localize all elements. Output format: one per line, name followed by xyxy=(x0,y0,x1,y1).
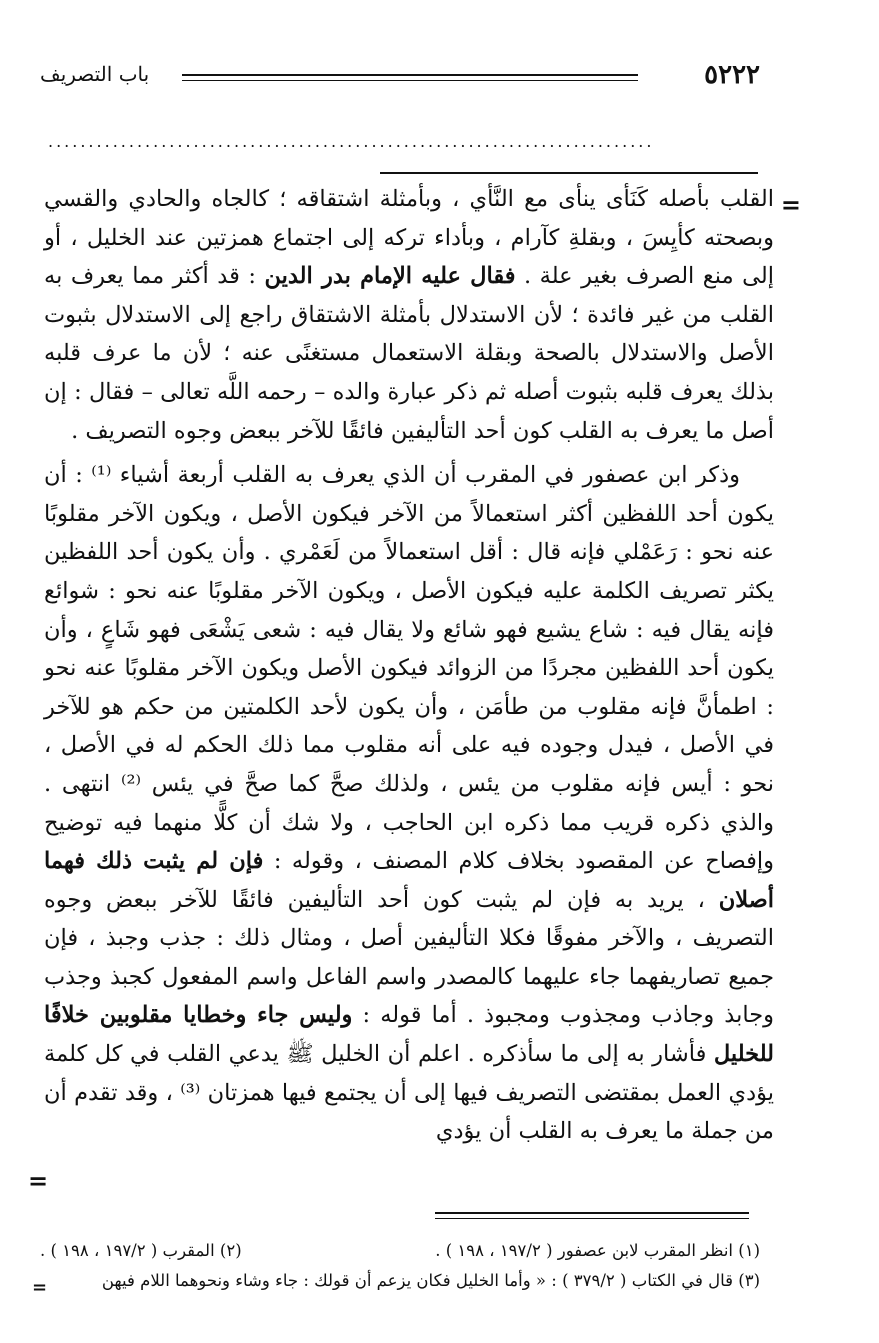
footnote-row xyxy=(40,1236,760,1266)
footnote-rule xyxy=(435,1212,749,1214)
paragraph-1-text-a: القلب بأصله كَنَأى ينأى مع النَّأي ، وبأمثلة اشتقاقه ؛ كالجاه والحادي والقسي وبصحته كأيِسَ ، وبقلةِ كآرام ، وبأداء تركه إلى اجتماع همزتين عند الخليل ، أو إلى منع الصرف بغير علة . xyxy=(44,186,774,290)
page-number: ٥٢٢٢ xyxy=(704,60,760,90)
continuation-mark-top: = xyxy=(780,190,801,219)
paragraph-2-bold-a: فإن لم يثبت ذلك فهما أصلان xyxy=(44,848,774,913)
footnote-3: (٣) قال في الكتاب ( ٣٧٩/٢ ) : « وأما الخليل فكان يزعم أن قولك : جاء وشاء ونحوهما اللام فيهن xyxy=(101,1271,760,1290)
paragraph-2-text-c: فأشار به إلى ما سأذكره . اعلم أن الخليل ﷺ يدعي القلب في كل كلمة يؤدي العمل بمقتضى التصريف فيها إلى أن يجتمع فيها همزتان ⁽³⁾ ، وقد تقدم أن من جملة ما يعرف به القلب أن يؤدي xyxy=(44,1041,774,1145)
header-rule xyxy=(182,74,638,76)
section-title: باب التصريف xyxy=(40,62,150,86)
continuation-mark-bottom: = xyxy=(28,1166,49,1195)
paragraph-1-bold: فقال عليه الإمام بدر الدين xyxy=(264,263,516,290)
footnote-2: (٢) المقرب ( ١٩٧/٢ ، ١٩٨ ) . xyxy=(40,1241,242,1260)
paragraph-1-text-b: : قد أكثر مما يعرف به القلب من غير فائدة ؛ لأن الاستدلال بأمثلة الاشتقاق راجع إلى الاستدلال بثبوت الأصل والاستدلال بالصحة وبقلة الاستعمال مستغنًى عنه ؛ لأن ما عرف قلبه بذلك يعرف قلبه بثبوت أصله ثم ذكر عبارة والده – رحمه اللَّه تعالى – فقال : إن أصل ما يعرف به القلب كون أحد التأليفين فائقًا للآخر ببعض وجوه التصريف . xyxy=(44,263,774,444)
footnotes xyxy=(40,1236,760,1296)
paragraph-2 xyxy=(44,456,774,1151)
paragraph-2-text-a: وذكر ابن عصفور في المقرب أن الذي يعرف به القلب أربعة أشياء ⁽¹⁾ : أن يكون أحد اللفظين أكثر استعمالاً من الآخر فيكون الأصل ، ويكون الآخر مقلوبًا عنه نحو : رَعَمْلي فإنه قال : أقل استعمالاً من لَعَمْري . وأن يكون أحد اللفظين يكثر تصريف الكلمة عليه فيكون الأصل ، ويكون الآخر مقلوبًا عنه نحو : شوائع فإنه يقال فيه : شاع يشيع فهو شائع ولا يقال فيه : شعى يَشْعَى فهو شَاعٍ ، وأن يكون أحد اللفظين مجردًا من الزوائد فيكون الأصل ويكون الآخر مقلوبًا عنه نحو : اطمأنَّ فإنه مقلوب من طأمَن ، وأن يكون لأحد الكلمتين من حكم هو للآخر في الأصل ، فيدل وجوده فيه على أنه مقلوب مما ذلك الحكم له في الأصل ، نحو : أيس فإنه مقلوب من يئس ، ولذلك صحَّ كما صحَّ في يئس ⁽²⁾ انتهى . والذي ذكره قريب مما ذكره ابن الحاجب ، ولا شك أن كلًّا منهما فيه توضيح وإفصاح عن المقصود بخلاف كلام المصنف ، وقوله : xyxy=(44,462,775,875)
dotted-separator: ........................................................................... xyxy=(48,132,655,151)
paragraph-1 xyxy=(44,180,774,450)
footnote-continuation-mark: = xyxy=(32,1277,48,1298)
footnote-rule-thin xyxy=(435,1218,749,1219)
main-text xyxy=(44,180,774,1151)
running-header xyxy=(40,60,760,96)
header-rule-thin xyxy=(182,80,638,81)
paragraph-2-text-b: ، يريد به فإن لم يثبت كون أحد التأليفين فائقًا للآخر ببعض وجوه التصريف ، والآخر مفوقًا فكلا التأليفين أصل ، ومثال ذلك : جذب وجبذ ، فإن جميع تصاريفهما جاء عليهما كالمصدر واسم الفاعل واسم المفعول كجبذ وجذب وجابذ وجاذب ومجذوب ومجبوذ . أما قوله : xyxy=(44,886,774,1029)
text-separator-rule xyxy=(380,172,758,174)
paragraph-2-bold-b: وليس جاء وخطايا مقلوبين خلافًا للخليل xyxy=(44,1002,774,1068)
footnote-1: (١) انظر المقرب لابن عصفور ( ١٩٧/٢ ، ١٩٨ ) . xyxy=(435,1241,760,1260)
